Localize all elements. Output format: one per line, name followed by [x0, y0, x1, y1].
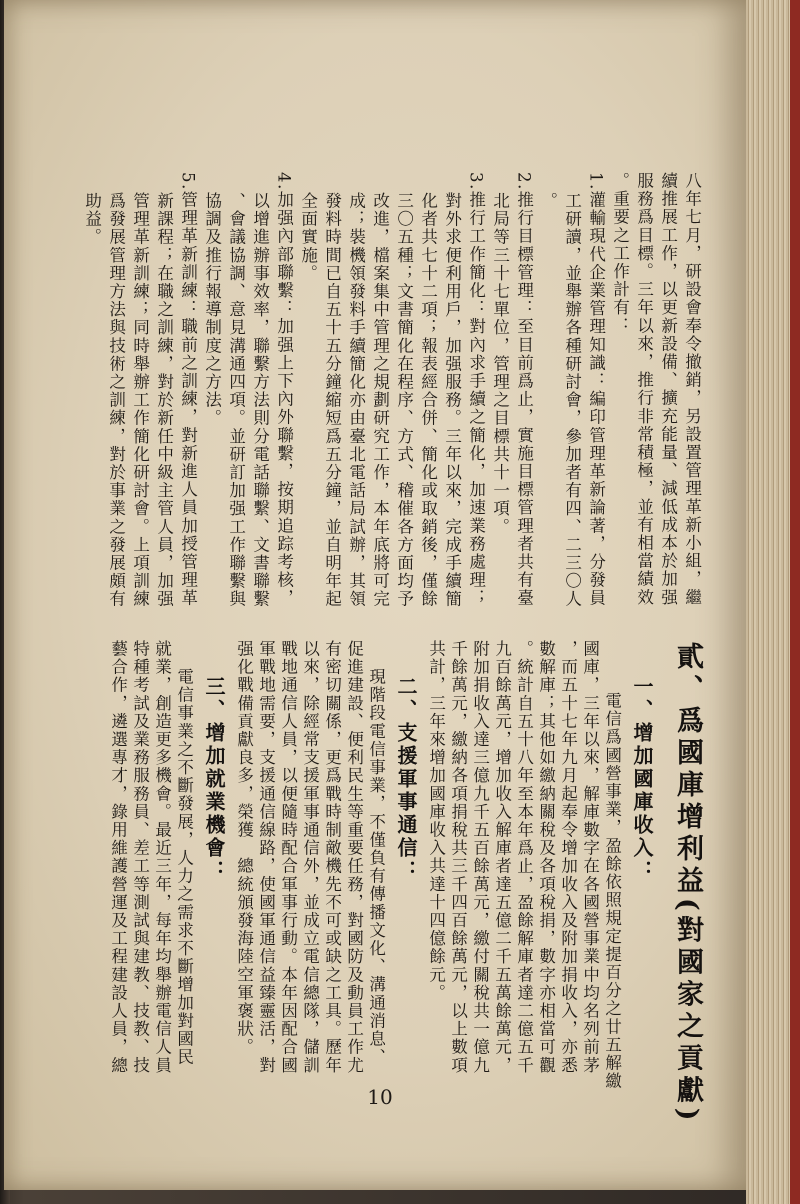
- item-3-line: 對外求便利用戶，加强服務。三年以來，完成手續簡: [442, 192, 462, 609]
- subsection-2-line: 促進建設、便利民生等重要任務，對國防及動員工作尤: [344, 640, 364, 1075]
- subsection-2-line: 戰地通信人員，以便隨時配合軍事行動。本年因配合國: [278, 640, 298, 1075]
- item-1-line: 工研讀，並舉辦各種研討會，參加者有四、二三〇人: [562, 192, 582, 609]
- item-3-line: 改進，檔案集中管理之規劃研究工作，本年底將可完: [370, 192, 390, 609]
- subsection-1-line: 千餘萬元，繳納各項捐稅共三千四百餘萬元，以上數項: [448, 640, 468, 1075]
- item-3-line: 發料時間已自五十五分鐘縮短爲五分鐘，並自明年起: [322, 192, 342, 609]
- item-5-line: 5.管理革新訓練：職前之訓練，對新進人員加授管理革: [178, 172, 198, 608]
- subsection-3-line: 電信事業之不斷發展，人力之需求不斷增加對國民: [174, 668, 194, 1067]
- subsection-2-line: 以來，除經常支援軍事通信外，並成立電信總隊，儲訓: [300, 640, 320, 1075]
- item-5-line: 助益。: [82, 192, 102, 247]
- item-1-line: 。: [538, 192, 558, 211]
- item-4-line: 、會議協調、意見溝通四項。並研訂加强工作聯繫與: [226, 192, 246, 609]
- item-2-line: 北局等三十七單位，管理之目標共十一項。: [490, 192, 510, 536]
- item-3-line: 成；裝機領發料手續簡化亦由臺北電話局試辦，其領: [346, 192, 366, 609]
- item-4-line: 協調及推行報導制度之方法。: [202, 192, 222, 428]
- item-3-line: 3.推行工作簡化：對內求手續之簡化，加速業務處理；: [466, 172, 486, 608]
- page-number: 10: [367, 1085, 393, 1109]
- subsection-1-line: 附加捐收入達三億九千五百餘萬元，繳付關稅共一億九: [470, 640, 490, 1075]
- subsection-1-line: 數解庫；其他如繳納關稅及各項稅捐，數字亦相當可觀: [536, 640, 556, 1075]
- item-2-line: 2.推行目標管理：至目前爲止，實施目標管理者共有臺: [514, 172, 534, 608]
- item-4-line: 4.加强內部聯繫：加强上下內外聯繫，按期追踪考核，: [274, 172, 294, 608]
- subsection-3-line: 特種考試及業務服務員、差工等測試與建教、技教、技: [130, 640, 150, 1075]
- item-5-line: 爲發展管理方法與技術之訓練，對於事業之發展頗有: [106, 192, 126, 609]
- subsection-1-line: ，而五十七年九月起奉令增加收入及附加捐收入，亦悉: [558, 640, 578, 1075]
- book-cover-edge: [790, 0, 800, 1204]
- subsection-3-line: 藝合作，遴選專才，錄用維護營運及工程建設人員，總: [108, 640, 128, 1075]
- subsection-heading-2: 二、支援軍事通信：: [394, 676, 418, 883]
- item-5-line: 新課程；在職之訓練，對於新任中級主管人員，加强: [154, 192, 174, 609]
- subsection-2-line: 强化戰備貢獻良多，榮獲 總統頒發海陸空軍褒狀。: [234, 640, 254, 1057]
- item-4-line: 以增進辦事效率，聯繫方法則分電話聯繫、文書聯繫: [250, 192, 270, 609]
- item-5-line: 管理革新訓練；同時舉辦工作簡化研討會。上項訓練: [130, 192, 150, 609]
- item-1-line: 1.灌輸現代企業管理知識：編印管理革新論著，分發員: [586, 172, 606, 608]
- text-column: 八年七月，研設會奉令撤銷，另設置管理革新小組，繼: [682, 172, 702, 607]
- subsection-1-line: 共計，三年來增加國庫收入共達十四億餘元。: [426, 640, 446, 1002]
- item-3-line: 三〇五種；文書簡化在程序、方式、稽催各方面均予: [394, 192, 414, 609]
- subsection-1-line: 。統計自五十八年至本年爲止，盈餘解庫者達二億五千: [514, 640, 534, 1075]
- item-3-line: 全面實施。: [298, 192, 318, 283]
- subsection-1-line: 九百餘萬元，增加收入解庫者達五億二千五萬餘萬元，: [492, 640, 512, 1075]
- subsection-heading-1: 一、增加國庫收入：: [630, 676, 654, 883]
- subsection-2-line: 現階段電信事業，不僅負有傳播文化、溝通消息、: [366, 668, 386, 1067]
- item-3-line: 化者共七十二項；報表經合併、簡化或取銷後，僅餘: [418, 192, 438, 609]
- text-column: 。重要之工作計有：: [610, 172, 630, 335]
- subsection-1-line: 電信爲國營事業，盈餘依照規定提百分之廿五解繳: [602, 692, 622, 1091]
- text-column: 服務爲目標。三年以來，推行非常積極，並有相當績效: [634, 172, 654, 607]
- subsection-2-line: 軍戰地需要，支援通信線路，使國軍通信益臻靈活，對: [256, 640, 276, 1075]
- subsection-heading-3: 三、增加就業機會：: [202, 676, 226, 883]
- section-heading: 貳、爲國庫增利益(對國家之貢獻): [672, 642, 703, 1126]
- subsection-2-line: 有密切關係，更爲戰時制敵機先不可或缺之工具。歷年: [322, 640, 342, 1075]
- text-column: 續推展工作，以更新設備、擴充能量、減低成本於加强: [658, 172, 678, 607]
- subsection-3-line: 就業，創造更多機會。最近三年，每年均舉辦電信人員: [152, 640, 172, 1075]
- subsection-1-line: 國庫，三年以來，解庫數字在各國營事業中均名列前茅: [580, 640, 600, 1075]
